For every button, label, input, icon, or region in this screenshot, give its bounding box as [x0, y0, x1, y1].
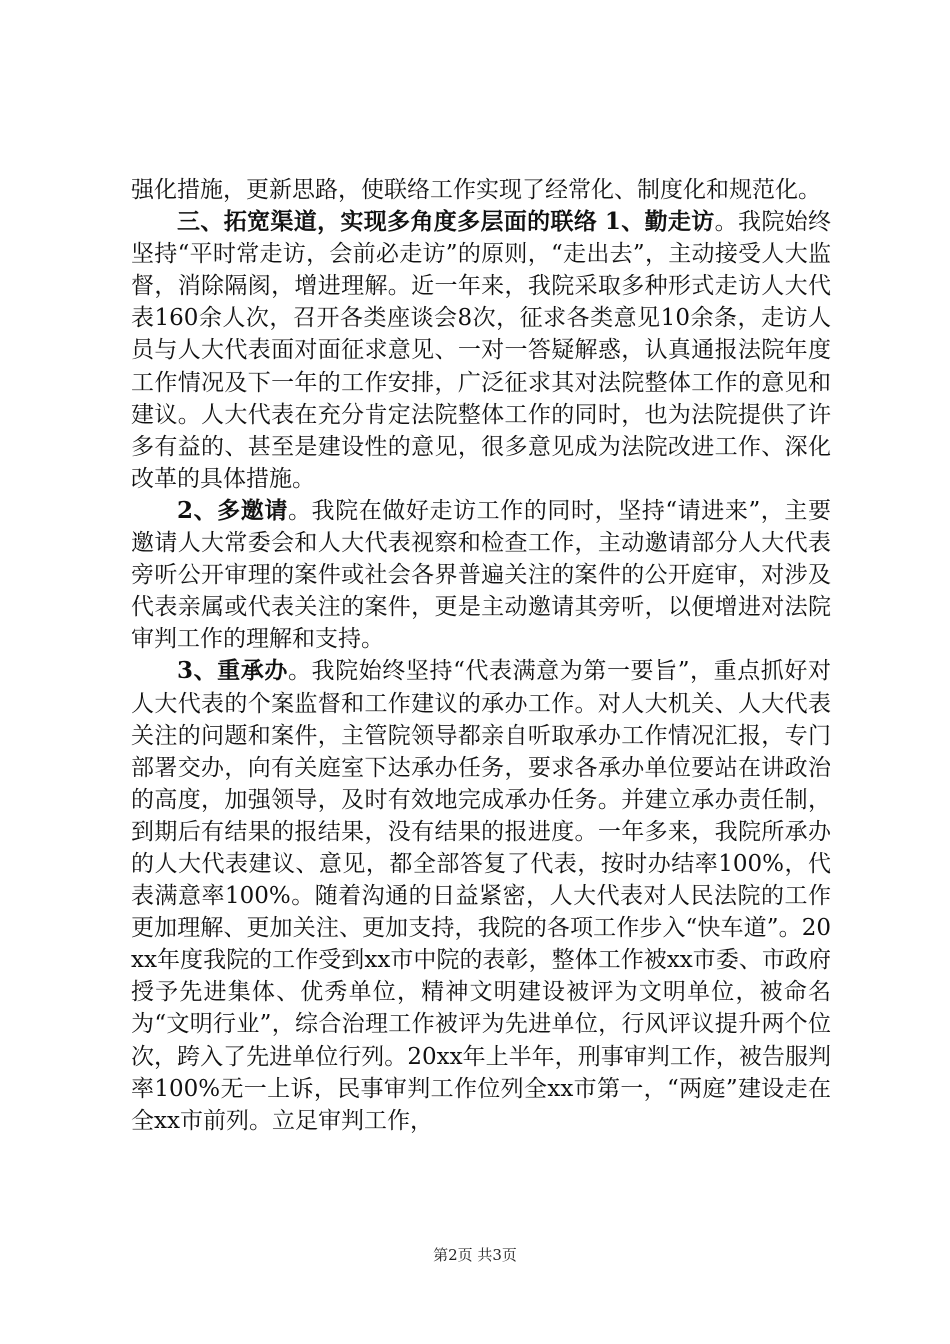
- paragraph-2: [131, 206, 831, 495]
- paragraph-4-text: 。我院始终坚持“代表满意为第一要旨”，重点抓好对人大代表的个案监督和工作建议的承办工作。对人大机关、人大代表关注的问题和案件，主管院领导都亲自听取承办工作情况汇报，专门部署交办，向有关庭室下达承办任务，要求各承办单位要站在讲政治的高度，加强领导，及时有效地完成承办任务。并建立承办责任制，到期后有结果的报结果，没有结果的报进度。一年多来，我院所承办的人大代表建议、意见，都全部答复了代表，按时办结率100%，代表满意率100%。随着沟通的日益紧密，人大代表对人民法院的工作更加理解、更加关注、更加支持，我院的各项工作步入“快车道”。20xx年度我院的工作受到xx市中院的表彰，整体工作被xx市委、市政府授予先进集体、优秀单位，精神文明建设被评为文明单位，被命名为“文明行业”，综合治理工作被评为先进单位，行风评议提升两个位次，跨入了先进单位行列。20xx年上半年，刑事审判工作，被告服判率100%无一上诉，民事审判工作位列全xx市第一，“两庭”建设走在全xx市前列。立足审判工作，: [131, 658, 831, 1134]
- page-footer: [0, 1244, 950, 1265]
- page-number: 第2页 共3页: [433, 1246, 517, 1264]
- section-heading: 三、拓宽渠道，实现多角度多层面的联络: [177, 208, 598, 236]
- paragraph-4: [131, 655, 831, 1136]
- paragraph-1: [131, 174, 831, 206]
- paragraph-2-text: 。我院始终坚持“平时常走访，会前必走访”的原则，“走出去”，主动接受人大监督，消除隔阂，增进理解。近一年来，我院采取多种形式走访人大代表160余人次，召开各类座谈会8次，征求各类意见10余条，走访人员与人大代表面对面征求意见、一对一答疑解惑，认真通报法院年度工作情况及下一年的工作安排，广泛征求其对法院整体工作的意见和建议。人大代表在充分肯定法院整体工作的同时，也为法院提供了许多有益的、甚至是建设性的意见，很多意见成为法院改进工作、深化改革的具体措施。: [131, 209, 832, 492]
- paragraph-1-text: 强化措施，更新思路，使联络工作实现了经常化、制度化和规范化。: [131, 177, 821, 203]
- document-body: [131, 174, 831, 1137]
- subsection-heading-visit: 1、勤走访: [604, 208, 715, 236]
- paragraph-3-text: 。我院在做好走访工作的同时，坚持“请进来”，主要邀请人大常委会和人大代表视察和检查工作，主动邀请部分人大代表旁听公开审理的案件或社会各界普遍关注的案件的公开庭审，对涉及代表亲属或代表关注的案件，更是主动邀请其旁听，以便增进对法院审判工作的理解和支持。: [131, 497, 831, 653]
- subsection-heading-invite: 2、多邀请: [177, 496, 288, 524]
- paragraph-3: [131, 495, 831, 655]
- subsection-heading-handle: 3、重承办: [177, 657, 288, 685]
